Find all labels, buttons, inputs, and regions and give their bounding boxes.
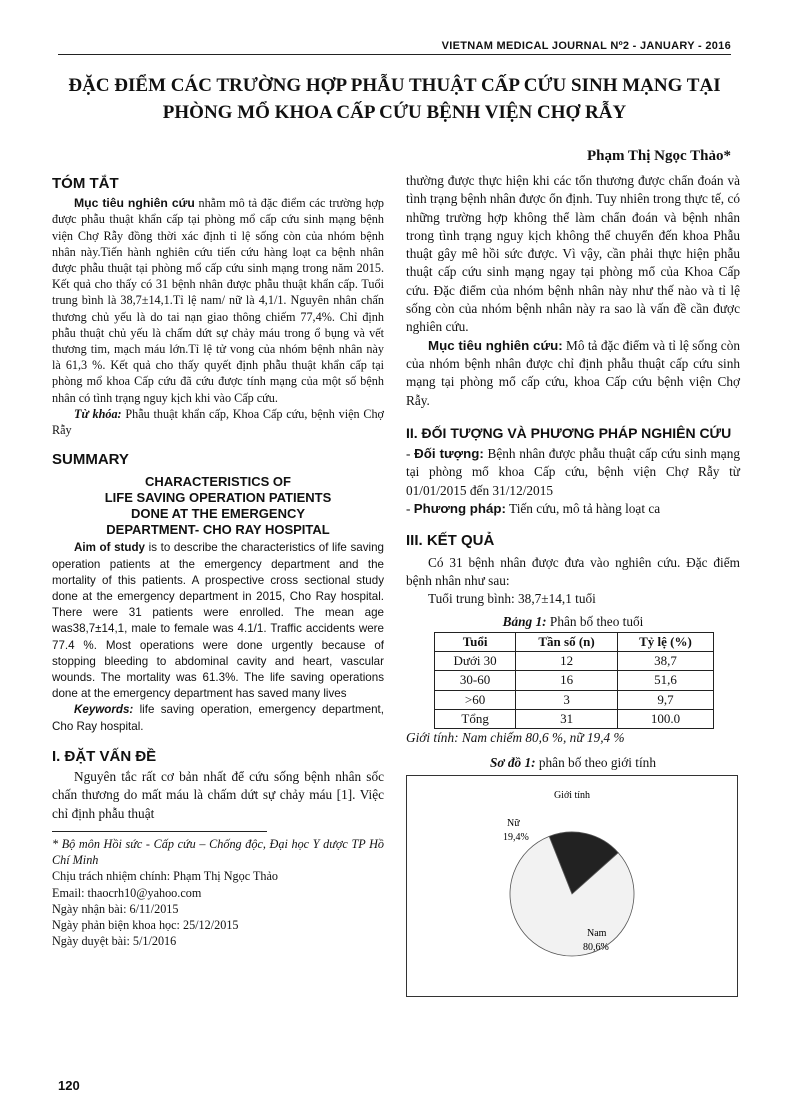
summary-keywords-label: Keywords: xyxy=(74,703,134,717)
legend-label-nam: Nam xyxy=(587,927,607,939)
legend-label-nu: Nữ xyxy=(507,817,520,829)
abstract-keywords xyxy=(52,406,384,438)
table-caption-text: Phân bố theo tuổi xyxy=(546,613,644,629)
table-cell: 3 xyxy=(516,690,618,709)
keywords-text: Phẫu thuật khẩn cấp, Khoa Cấp cứu, bệnh viện Chợ Rẫy xyxy=(52,406,385,438)
section1-heading: I. ĐẶT VẤN ĐỀ xyxy=(52,747,157,765)
pie-slices xyxy=(510,832,634,956)
title-line-2: PHÒNG MỔ KHOA CẤP CỨU BỆNH VIỆN CHỢ RẪY xyxy=(162,102,627,123)
pie-chart-svg xyxy=(407,776,737,996)
figure-caption-label: Sơ đồ 1: xyxy=(490,754,536,770)
table-cell: >60 xyxy=(435,690,516,709)
results-intro: Có 31 bệnh nhân được đưa vào nghiên cứu. Đặc điểm bệnh nhân như sau: xyxy=(406,554,740,588)
table-cell: 12 xyxy=(516,652,618,671)
footnotes xyxy=(52,836,384,949)
aim-text: Mô tả đặc điểm và tỉ lệ sống còn của nhóm bệnh nhân được chỉ định phẫu thuật cấp cứu sinh mạng tại phòng mổ cấp cứu, khoa Cấp cứu bệnh viện Chợ Rẫy. xyxy=(406,337,740,408)
table-row xyxy=(435,690,714,709)
article-title xyxy=(50,72,739,126)
running-head: VIETNAM MEDICAL JOURNAL Nº2 - JANUARY - 2016 xyxy=(58,40,731,55)
abstract-lead: Mục tiêu nghiên cứu xyxy=(74,196,195,211)
table-header-cell: Tuổi xyxy=(435,632,516,651)
footnote-rule xyxy=(52,831,267,832)
chart-title: Giới tính xyxy=(553,789,591,801)
method-label: Phương pháp: xyxy=(413,501,506,517)
keywords-label: Từ khóa: xyxy=(74,406,122,421)
summary-title xyxy=(52,474,384,538)
table-row xyxy=(435,652,714,671)
age-table xyxy=(434,632,714,729)
abstract-heading: TÓM TẮT xyxy=(52,175,119,192)
table-header-cell: Tỷ lệ (%) xyxy=(617,632,713,651)
summary-heading: SUMMARY xyxy=(52,451,129,469)
footnote-affiliation: * Bộ môn Hồi sức - Cấp cứu – Chống độc, Đại học Y dược TP Hồ Chí Minh xyxy=(52,836,384,868)
table-caption xyxy=(406,613,740,631)
title-line-1: ĐẶC ĐIỂM CÁC TRƯỜNG HỢP PHẪU THUẬT CẤP CỨU SINH MẠNG TẠI xyxy=(68,75,721,96)
aim-paragraph xyxy=(406,337,740,410)
table-header-cell: Tần số (n) xyxy=(516,632,618,651)
section1-paragraph-right: thường được thực hiện khi các tổn thương được chẩn đoán và tình trạng bệnh nhân được ổn định. Tuy nhiên trong thực tế, có những trường hợp không thể làm chẩn đoán và bệnh nhân trong tình trạng nguy kịch không thể chuyển đến khoa Phẫu thuật gây mê hồi sức được. Vì vậy, cần phải thực hiện phẫu thuật cấp cứu sinh mạng ngay tại phòng mổ của Khoa Cấp cứu. Đặc điểm của nhóm bệnh nhân này như thế nào và tỉ lệ sống còn của nhóm bệnh nhân này ra sao là vấn đề cần được nghiên cứu. xyxy=(406,173,740,335)
summary-title-line-3: DONE AT THE EMERGENCY xyxy=(130,506,306,522)
value-label-nam: 80,6% xyxy=(583,941,609,953)
footnote-responsible: Chịu trách nhiệm chính: Phạm Thị Ngọc Thảo xyxy=(52,869,278,884)
summary-keywords xyxy=(52,702,384,734)
section2-heading: II. ĐỐI TƯỢNG VÀ PHƯƠNG PHÁP NGHIÊN CỨU xyxy=(406,424,732,441)
footnote-reviewed: Ngày phản biện khoa học: 25/12/2015 xyxy=(52,918,239,932)
table-cell: 51,6 xyxy=(617,671,713,690)
table-cell: 38,7 xyxy=(617,652,713,671)
summary-lead: Aim of study xyxy=(74,541,145,555)
subject-text: Bệnh nhân được phẫu thuật cấp cứu sinh mạng tại phòng mổ khoa Cấp cứu, bệnh viện Chợ Rẫy từ 01/01/2015 đến 31/12/2015 xyxy=(406,446,740,498)
table-cell: 16 xyxy=(516,671,618,690)
table-cell: 30-60 xyxy=(435,671,516,690)
gender-pie-chart xyxy=(406,775,738,997)
table-row xyxy=(435,671,714,690)
method-paragraph: - Phương pháp: Tiến cứu, mô tả hàng loạt ca xyxy=(406,501,661,517)
table-row xyxy=(435,710,714,729)
footnote-received: Ngày nhận bài: 6/11/2015 xyxy=(52,901,179,916)
section1-paragraph-left: Nguyên tắc rất cơ bản nhất để cứu sống bệnh nhân sốc chấn thương do mất máu là chấm dứt sự chảy máu [1]. Việc chỉ định phẫu thuật xyxy=(52,769,384,821)
mean-age: Tuổi trung bình: 38,7±14,1 tuổi xyxy=(428,591,596,607)
abstract-paragraph xyxy=(52,195,384,406)
method-text: Tiến cứu, mô tả hàng loạt ca xyxy=(505,501,661,517)
left-column xyxy=(52,172,384,949)
subject-paragraph: - Đối tượng: Bệnh nhân được phẫu thuật cấp cứu sinh mạng tại phòng mổ khoa Cấp cứu, bệnh viện Chợ Rẫy từ 01/01/2015 đến 31/12/2015 xyxy=(406,446,740,498)
page-number: 120 xyxy=(58,1078,80,1093)
footnote-accepted: Ngày duyệt bài: 5/1/2016 xyxy=(52,934,177,949)
abstract-body: nhằm mô tả đặc điểm các trường hợp được phẫu thuật khẩn cấp tại phòng mổ cấp cứu sinh mạng bệnh viện Chợ Rẫy đồng thời xác định tỉ lệ sống còn của nhóm bệnh nhân này.Tiến hành nghiên cứu tiến cứu hàng loạt ca bệnh nhân được phẫu thuật tại phòng mổ cấp cứu sinh mạng trong năm 2015. Kết quả cho thấy có 31 bệnh nhân được phẫu thuật khẩn cấp. Tuổi trung bình là 38,7±14,1.Tỉ lệ nam/ nữ là 4,1/1. Nguyên nhân chấn thương chủ yếu là do tai nạn giao thông chiếm 77,4%. Chỉ định phẫu thuật chủ yếu là chấm dứt sự chảy máu trong ổ bụng và vết thương tim, mạch máu lớn.Tỉ lệ tử vong của nhóm bệnh nhân này là 61,3 %. Kết quả cho thấy quyết định phẫu thuật khẩn cấp tại phòng mổ khoa Cấp cứu đã cứu được tính mạng của một số bệnh nhân có tình trạng nguy kịch khi vào Cấp cứu. xyxy=(52,196,384,405)
value-label-nu: 19,4% xyxy=(503,831,529,843)
right-column xyxy=(406,172,740,997)
gender-line: Giới tính: Nam chiếm 80,6 %, nữ 19,4 % xyxy=(406,730,625,746)
table-header-row xyxy=(435,632,714,651)
subject-label: Đối tượng: xyxy=(414,446,484,462)
section3-heading: III. KẾT QUẢ xyxy=(406,532,495,550)
summary-title-line-2: LIFE SAVING OPERATION PATIENTS xyxy=(104,490,332,506)
summary-title-line-4: DEPARTMENT- CHO RAY HOSPITAL xyxy=(106,522,330,538)
footnote-email: Email: thaocrh10@yahoo.com xyxy=(52,885,202,900)
summary-keywords-text: life saving operation, emergency department, Cho Ray hospital. xyxy=(52,703,384,733)
figure-caption-text: phân bố theo giới tính xyxy=(535,754,656,770)
table-caption-label: Bảng 1: xyxy=(502,613,547,629)
table-cell: 100.0 xyxy=(617,710,713,729)
figure-caption xyxy=(406,754,740,772)
table-cell: 9,7 xyxy=(617,690,713,709)
table-cell: Dưới 30 xyxy=(435,652,516,671)
author: Phạm Thị Ngọc Thảo* xyxy=(586,148,731,164)
summary-paragraph xyxy=(52,540,384,702)
summary-body: is to describe the characteristics of life saving operation patients at the emergency department and the mortality of this patients. A prospective cross sectional study done at the emergency department in 2015, Cho Ray hospital. There were 31 patients were enrolled. The mean age was38,7±14,1, male to female was 4.1/1. Traffic accidents were 77.4 %. Most operations were done urgently because of stopping bleeding to abdominal cavity and heart, vascular wounds. The mortality was 61.3%. The life saving operations done at the emergency department has saved many lives xyxy=(52,541,384,701)
table-cell: Tổng xyxy=(435,710,516,729)
aim-label: Mục tiêu nghiên cứu: xyxy=(428,337,563,353)
summary-title-line-1: CHARACTERISTICS OF xyxy=(145,474,291,490)
table-cell: 31 xyxy=(516,710,618,729)
